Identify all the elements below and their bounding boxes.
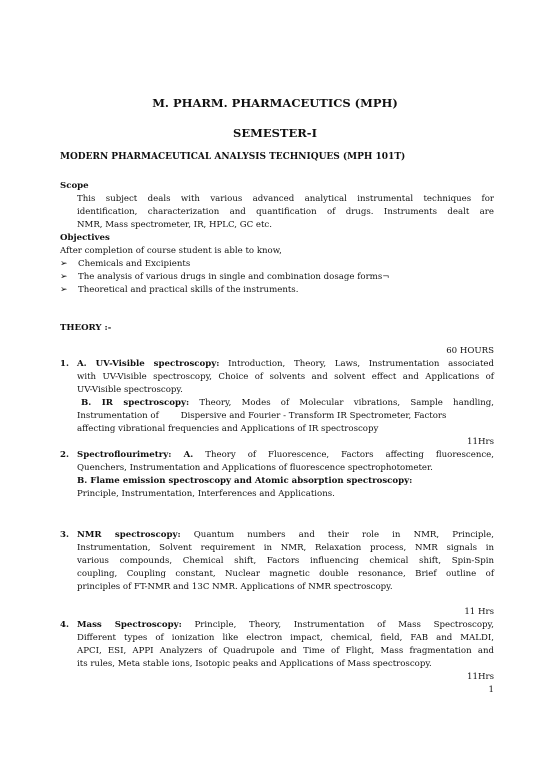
semester-heading: SEMESTER-I xyxy=(233,126,317,140)
unit-line: B. Flame emission spectroscopy and Atomic absorption spectroscopy: xyxy=(77,476,413,486)
page-title: M. PHARM. PHARMACEUTICS (MPH) xyxy=(152,96,398,110)
unit-line: affecting vibrational frequencies and Applications of IR spectroscopy xyxy=(77,424,379,434)
unit-line: Instrumentation of Dispersive and Fourier - Transform IR Spectrometer, Factors xyxy=(77,411,447,421)
unit-line: UV-Visible spectroscopy. xyxy=(77,385,183,395)
unit-line: Different types of ionization like electron impact, chemical, field, FAB and MALDI, xyxy=(77,633,494,643)
bullet-arrow-icon: ➢ xyxy=(60,285,68,295)
unit-line: B. IR spectroscopy: Theory, Modes of Molecular vibrations, Sample handling, xyxy=(81,398,494,408)
unit-line: Quenchers, Instrumentation and Applications of fluorescence spectrophotometer. xyxy=(77,463,433,473)
unit-line: NMR spectroscopy: Quantum numbers and their role in NMR, Principle, xyxy=(77,530,494,540)
unit-line: principles of FT-NMR and 13C NMR. Applications of NMR spectroscopy. xyxy=(77,582,393,592)
unit-line: Spectroflourimetry: A. Theory of Fluorescence, Factors affecting fluorescence, xyxy=(77,450,494,460)
bullet-arrow-icon: ➢ xyxy=(60,259,68,269)
objective-item: Theoretical and practical skills of the instruments. xyxy=(78,285,299,295)
scope-heading: Scope xyxy=(60,181,89,191)
page-number: 1 xyxy=(488,685,494,695)
unit-line: A. UV-Visible spectroscopy: Introduction, Theory, Laws, Instrumentation associated xyxy=(77,359,495,369)
scope-line: This subject deals with various advanced analytical instrumental techniques for xyxy=(77,194,494,204)
unit-hours: 11Hrs xyxy=(467,437,494,447)
objectives-intro: After completion of course student is able to know, xyxy=(60,246,282,256)
unit-line: with UV-Visible spectroscopy, Choice of solvents and solvent effect and Applications of xyxy=(77,372,494,382)
unit-line: its rules, Meta stable ions, Isotopic peaks and Applications of Mass spectroscopy. xyxy=(77,659,432,669)
theory-heading: THEORY :- xyxy=(60,323,112,333)
theory-hours: 60 HOURS xyxy=(446,346,494,356)
unit-line: Instrumentation, Solvent requirement in NMR, Relaxation process, NMR signals in xyxy=(77,543,494,553)
scope-line: identification, characterization and quantification of drugs. Instruments dealt are xyxy=(77,207,494,217)
unit-line: various compounds, Chemical shift, Factors influencing chemical shift, Spin-Spin xyxy=(77,556,494,566)
unit-line: coupling, Coupling constant, Nuclear magnetic double resonance, Brief outline of xyxy=(77,569,494,579)
objectives-heading: Objectives xyxy=(60,233,110,243)
unit-number: 3. xyxy=(60,530,69,540)
scope-line: NMR, Mass spectrometer, IR, HPLC, GC etc. xyxy=(77,220,272,230)
unit-hours: 11 Hrs xyxy=(464,607,494,617)
bullet-arrow-icon: ➢ xyxy=(60,272,68,282)
unit-number: 1. xyxy=(60,359,69,369)
objective-item: Chemicals and Excipients xyxy=(78,259,191,269)
unit-line: APCI, ESI, APPI Analyzers of Quadrupole and Time of Flight, Mass fragmentation and xyxy=(77,646,494,656)
course-heading: MODERN PHARMACEUTICAL ANALYSIS TECHNIQUES (MPH 101T) xyxy=(60,152,406,162)
unit-number: 2. xyxy=(60,450,69,460)
unit-hours: 11Hrs xyxy=(467,672,494,682)
unit-line: Mass Spectroscopy: Principle, Theory, Instrumentation of Mass Spectroscopy, xyxy=(77,620,494,630)
unit-line: Principle, Instrumentation, Interferences and Applications. xyxy=(77,489,335,499)
objective-item: The analysis of various drugs in single and combination dosage forms¬ xyxy=(78,272,390,282)
unit-number: 4. xyxy=(60,620,69,630)
